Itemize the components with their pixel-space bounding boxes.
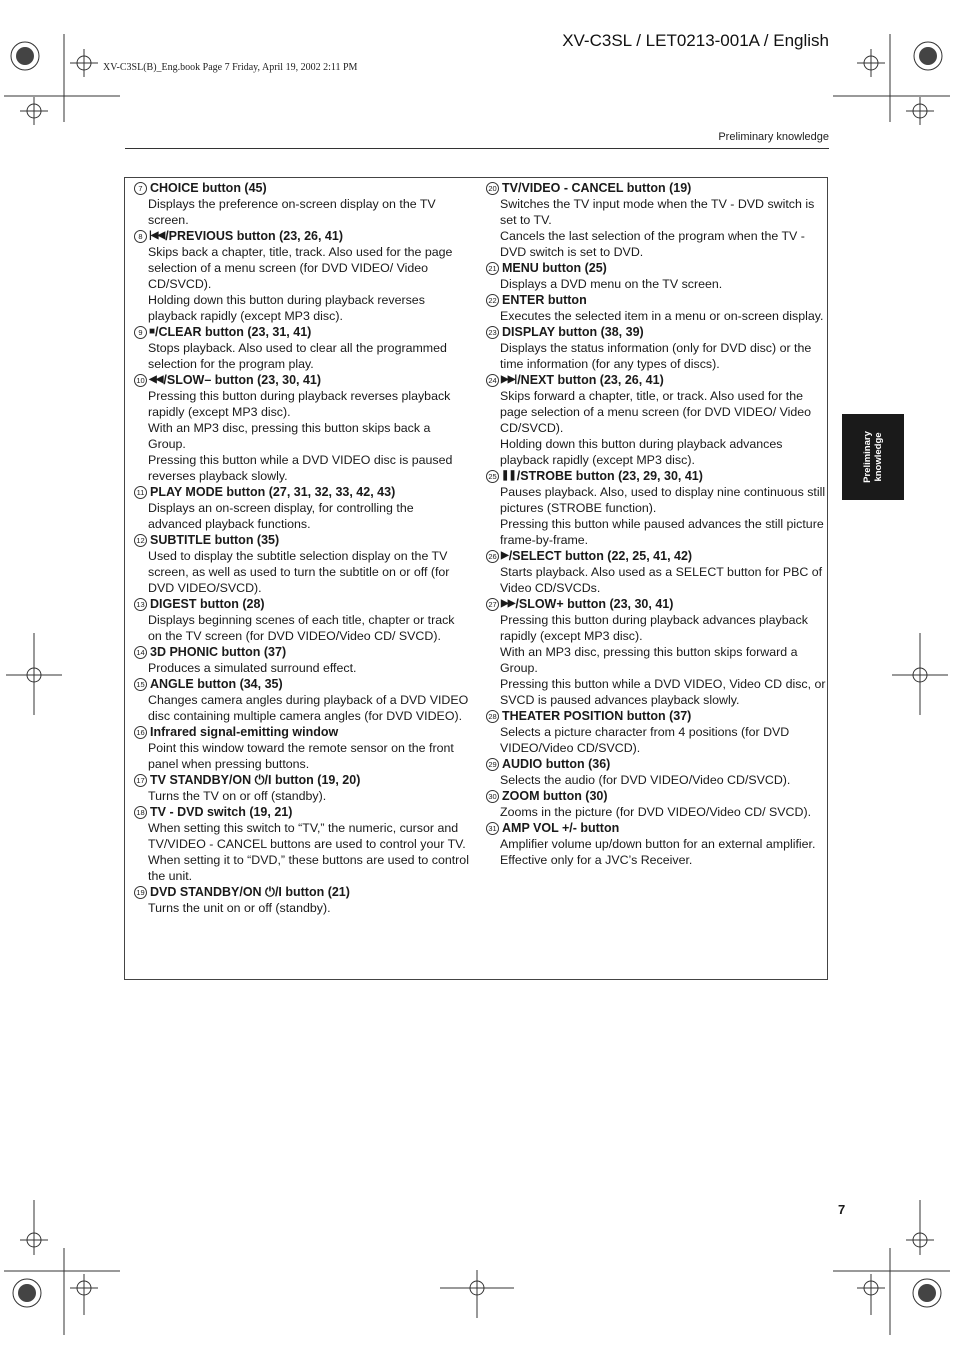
- entry-title: [134, 180, 469, 196]
- entry-description: [500, 196, 826, 260]
- entry-description: [500, 804, 826, 820]
- section-title: Preliminary knowledge: [718, 131, 829, 143]
- transport-symbol-icon: ◀◀: [149, 374, 163, 385]
- entry-title: [486, 708, 826, 724]
- description-paragraph: Selects a picture character from 4 positions (for DVD VIDEO/Video CD/SVCD).: [500, 725, 790, 755]
- document-id: XV-C3SL / LET0213-001A / English: [562, 31, 829, 50]
- entry-number: 28: [486, 710, 499, 723]
- entry-description: [148, 500, 469, 532]
- description-paragraph: Used to display the subtitle selection display on the TV screen, as well as used to turn the subtitle on or off (for DVD VIDEO/SVCD).: [148, 549, 450, 595]
- entry-title: [134, 324, 469, 340]
- entry-description: [500, 308, 826, 324]
- button-entry: [486, 260, 826, 292]
- entry-description: [148, 820, 469, 884]
- entry-title: [134, 804, 469, 820]
- entry-title-text: CHOICE button (45): [150, 181, 267, 195]
- side-tab: [842, 414, 904, 500]
- button-entry: [134, 804, 469, 884]
- entry-description: [500, 836, 826, 868]
- entry-title: [134, 372, 469, 388]
- entry-description: [148, 740, 469, 772]
- entry-title-text: /SLOW+ button (23, 30, 41): [515, 597, 674, 611]
- entry-title-text: /NEXT button (23, 26, 41): [517, 373, 664, 387]
- entry-title-text: /PREVIOUS button (23, 26, 41): [165, 229, 344, 243]
- entry-number: 23: [486, 326, 499, 339]
- button-entry: [486, 324, 826, 372]
- transport-symbol-icon: |◀◀: [149, 230, 165, 241]
- description-paragraph: Turns the TV on or off (standby).: [148, 789, 327, 803]
- button-entry: [134, 180, 469, 228]
- entry-title-text: /CLEAR button (23, 31, 41): [155, 325, 312, 339]
- entry-title-text: MENU button (25): [502, 261, 607, 275]
- entry-number: 24: [486, 374, 499, 387]
- description-paragraph: Displays the preference on-screen display on the TV screen.: [148, 197, 436, 227]
- entry-description: [148, 788, 469, 804]
- button-entry: [134, 644, 469, 676]
- entry-title-text: /SELECT button (22, 25, 41, 42): [508, 549, 693, 563]
- entry-number: 22: [486, 294, 499, 307]
- entry-number: 27: [486, 598, 499, 611]
- button-entry: [134, 372, 469, 484]
- entry-number: 21: [486, 262, 499, 275]
- entry-title: [486, 596, 826, 612]
- entry-description: [500, 340, 826, 372]
- description-paragraph: Pressing this button while a DVD VIDEO, Video CD disc, or SVCD is paused advances playback slowly.: [500, 677, 826, 707]
- button-entry: [486, 468, 826, 548]
- entry-title-text: TV STANDBY/ON ⏻/I button (19, 20): [150, 773, 361, 787]
- entry-title-text: DIGEST button (28): [150, 597, 265, 611]
- description-paragraph: Executes the selected item in a menu or on-screen display.: [500, 309, 824, 323]
- entry-title-text: ANGLE button (34, 35): [150, 677, 283, 691]
- description-paragraph: Pressing this button while paused advances the still picture frame-by-frame.: [500, 517, 824, 547]
- entry-title-text: TV/VIDEO - CANCEL button (19): [502, 181, 692, 195]
- entry-title: [134, 484, 469, 500]
- entry-description: [148, 900, 469, 916]
- button-entry: [486, 708, 826, 756]
- description-paragraph: Starts playback. Also used as a SELECT button for PBC of Video CD/SVCDs.: [500, 565, 823, 595]
- entry-description: [500, 772, 826, 788]
- description-paragraph: Holding down this button during playback reverses playback rapidly (except MP3 disc).: [148, 293, 425, 323]
- entry-title: [134, 884, 469, 900]
- entry-number: 29: [486, 758, 499, 771]
- description-paragraph: Turns the unit on or off (standby).: [148, 901, 331, 915]
- description-paragraph: Amplifier volume up/down button for an external amplifier. Effective only for a JVC’s Receiver.: [500, 837, 816, 867]
- description-paragraph: Displays an on-screen display, for controlling the advanced playback functions.: [148, 501, 414, 531]
- entry-description: [500, 564, 826, 596]
- button-entry: [486, 180, 826, 260]
- button-entry: [134, 228, 469, 324]
- entry-title-text: TV - DVD switch (19, 21): [150, 805, 293, 819]
- button-entry: [486, 788, 826, 820]
- entry-title-text: 3D PHONIC button (37): [150, 645, 287, 659]
- entry-title-text: /SLOW– button (23, 30, 41): [163, 373, 322, 387]
- entry-title: [134, 644, 469, 660]
- description-paragraph: Selects the audio (for DVD VIDEO/Video CD/SVCD).: [500, 773, 791, 787]
- entry-description: [148, 612, 469, 644]
- side-tab-label: [862, 431, 884, 483]
- description-paragraph: Pressing this button during playback advances playback rapidly (except MP3 disc).: [500, 613, 808, 643]
- entry-title: [486, 756, 826, 772]
- description-paragraph: Displays a DVD menu on the TV screen.: [500, 277, 723, 291]
- button-entry: [134, 724, 469, 772]
- description-paragraph: Skips back a chapter, title, track. Also used for the page selection of a menu screen (for DVD VIDEO/ Video CD/SVCD).: [148, 245, 453, 291]
- book-info: XV-C3SL(B)_Eng.book Page 7 Friday, April 19, 2002 2:11 PM: [103, 62, 358, 73]
- entry-number: 14: [134, 646, 147, 659]
- description-paragraph: Zooms in the picture (for DVD VIDEO/Video CD/ SVCD).: [500, 805, 812, 819]
- button-entry: [486, 548, 826, 596]
- transport-symbol-icon: ▶▶: [501, 598, 515, 609]
- side-tab-line-1: Preliminary: [862, 431, 873, 483]
- button-entry: [486, 292, 826, 324]
- entry-title: [486, 260, 826, 276]
- entry-title: [486, 820, 826, 836]
- description-paragraph: Skips forward a chapter, title, or track. Also used for the page selection of a menu screen (for DVD VIDEO/ Video CD/SVCD).: [500, 389, 812, 435]
- description-paragraph: Displays beginning scenes of each title, chapter or track on the TV screen (for DVD VIDEO/Video CD/ SVCD).: [148, 613, 455, 643]
- entry-title: [486, 180, 826, 196]
- entry-description: [148, 244, 469, 324]
- page-number: 7: [838, 1202, 846, 1217]
- entry-number: 11: [134, 486, 147, 499]
- button-entry: [134, 324, 469, 372]
- transport-symbol-icon: ❚❚: [501, 470, 516, 481]
- entry-title: [134, 532, 469, 548]
- button-entry: [134, 484, 469, 532]
- description-paragraph: Displays the status information (only for DVD disc) or the time information (for any types of discs).: [500, 341, 812, 371]
- entry-title-text: /STROBE button (23, 29, 30, 41): [516, 469, 703, 483]
- entry-title-text: DVD STANDBY/ON ⏻/I button (21): [150, 885, 350, 899]
- side-tab-line-2: knowledge: [873, 432, 884, 482]
- entry-title-text: SUBTITLE button (35): [150, 533, 280, 547]
- entry-description: [148, 692, 469, 724]
- entry-number: 20: [486, 182, 499, 195]
- description-paragraph: Pressing this button during playback reverses playback rapidly (except MP3 disc).: [148, 389, 451, 419]
- transport-symbol-icon: ▶▶|: [501, 374, 517, 385]
- entry-number: 8: [134, 230, 147, 243]
- entry-title: [134, 676, 469, 692]
- entry-title-text: ZOOM button (30): [502, 789, 608, 803]
- entry-description: [148, 388, 469, 484]
- entry-description: [148, 340, 469, 372]
- button-entry: [486, 372, 826, 468]
- description-paragraph: When setting this switch to “TV,” the numeric, cursor and TV/VIDEO - CANCEL buttons are used to control your TV.: [148, 821, 466, 851]
- entry-number: 7: [134, 182, 147, 195]
- description-paragraph: Produces a simulated surround effect.: [148, 661, 357, 675]
- entry-number: 17: [134, 774, 147, 787]
- button-entry: [134, 596, 469, 644]
- entry-title: [134, 596, 469, 612]
- entry-title-text: PLAY MODE button (27, 31, 32, 33, 42, 43): [150, 485, 396, 499]
- entry-title: [134, 228, 469, 244]
- entry-title: [486, 468, 826, 484]
- entry-number: 13: [134, 598, 147, 611]
- entry-number: 12: [134, 534, 147, 547]
- transport-symbol-icon: ■: [149, 326, 155, 337]
- entry-description: [500, 612, 826, 708]
- description-paragraph: Stops playback. Also used to clear all the programmed selection for the program play.: [148, 341, 447, 371]
- button-entry: [134, 676, 469, 724]
- description-paragraph: Holding down this button during playback advances playback rapidly (except MP3 disc).: [500, 437, 783, 467]
- entry-description: [148, 196, 469, 228]
- entry-number: 16: [134, 726, 147, 739]
- button-entry: [134, 532, 469, 596]
- entry-description: [500, 276, 826, 292]
- button-entry: [486, 820, 826, 868]
- button-entry: [134, 884, 469, 916]
- entry-title-text: THEATER POSITION button (37): [502, 709, 692, 723]
- entry-description: [148, 548, 469, 596]
- description-paragraph: Point this window toward the remote sensor on the front panel when pressing buttons.: [148, 741, 454, 771]
- entry-number: 9: [134, 326, 147, 339]
- entry-number: 15: [134, 678, 147, 691]
- entry-number: 31: [486, 822, 499, 835]
- button-entry: [134, 772, 469, 804]
- description-paragraph: With an MP3 disc, pressing this button skips forward a Group.: [500, 645, 798, 675]
- entry-number: 30: [486, 790, 499, 803]
- entry-description: [500, 388, 826, 468]
- description-paragraph: When setting it to “DVD,” these buttons are used to control the unit.: [148, 853, 469, 883]
- description-paragraph: Pressing this button while a DVD VIDEO disc is paused reverses playback slowly.: [148, 453, 453, 483]
- entry-title-text: DISPLAY button (38, 39): [502, 325, 644, 339]
- entry-number: 10: [134, 374, 147, 387]
- entry-title: [486, 324, 826, 340]
- entry-description: [500, 484, 826, 548]
- entry-number: 25: [486, 470, 499, 483]
- description-paragraph: Pauses playback. Also, used to display nine continuous still pictures (STROBE function).: [500, 485, 826, 515]
- entry-title-text: AUDIO button (36): [502, 757, 611, 771]
- entry-number: 19: [134, 886, 147, 899]
- entry-title: [486, 548, 826, 564]
- description-paragraph: Switches the TV input mode when the TV - DVD switch is set to TV.: [500, 197, 815, 227]
- entry-description: [148, 660, 469, 676]
- entry-title: [486, 788, 826, 804]
- entry-title: [486, 372, 826, 388]
- entry-number: 26: [486, 550, 499, 563]
- right-column: [486, 180, 826, 868]
- left-column: [134, 180, 469, 916]
- description-paragraph: Changes camera angles during playback of a DVD VIDEO disc containing multiple camera angles (for DVD VIDEO).: [148, 693, 469, 723]
- button-entry: [486, 596, 826, 708]
- entry-title: [486, 292, 826, 308]
- description-paragraph: Cancels the last selection of the program when the TV - DVD switch is set to DVD.: [500, 229, 805, 259]
- transport-symbol-icon: ▶: [501, 550, 508, 561]
- entry-title: [134, 772, 469, 788]
- entry-title-text: AMP VOL +/- button: [502, 821, 620, 835]
- entry-title-text: ENTER button: [502, 293, 587, 307]
- entry-title: [134, 724, 469, 740]
- button-entry: [486, 756, 826, 788]
- entry-title-text: Infrared signal-emitting window: [150, 725, 339, 739]
- description-paragraph: With an MP3 disc, pressing this button skips back a Group.: [148, 421, 431, 451]
- entry-description: [500, 724, 826, 756]
- entry-number: 18: [134, 806, 147, 819]
